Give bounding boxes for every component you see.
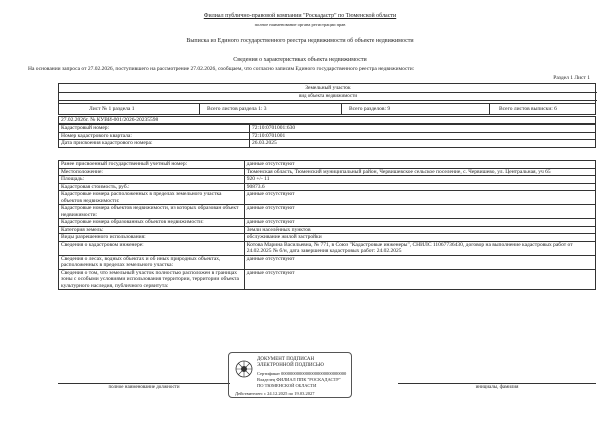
detail-value: данные отсутствуют: [244, 161, 595, 169]
detail-label: Сведения о том, что земельный участок полностью расположен в границах зоны с особыми условиями использования территории, территории объекта культурного наследия, публичного сервитута:: [59, 269, 245, 290]
detail-value: данные отсутствуют: [244, 205, 595, 219]
stamp-certificate: Сертификат 00000000000000000000000000000: [257, 371, 347, 376]
details-table: [58, 160, 596, 290]
detail-row: [59, 168, 596, 176]
cadastral-value: 72:10:0701001: [250, 132, 596, 140]
detail-value: 90873.6: [244, 183, 595, 191]
detail-row: [59, 161, 596, 169]
stamp-title: ДОКУМЕНТ ПОДПИСАН: [257, 357, 315, 362]
detail-row: [59, 183, 596, 191]
detail-value: данные отсутствуют: [244, 269, 595, 290]
detail-label: Категория земель:: [59, 226, 245, 234]
detail-label: Кадастровая стоимость, руб.:: [59, 183, 245, 191]
detail-value: данные отсутствуют: [244, 191, 595, 205]
detail-row: [59, 219, 596, 227]
detail-value: данные отсутствуют: [244, 255, 595, 269]
detail-label: Сведения о лесах, водных объектах и об иных природных объектах, расположенных в пределах земельного участка:: [59, 255, 245, 269]
registration-number: 27.02.2026г. № КУВИ-001/2026-20235598: [58, 116, 596, 124]
detail-row: [59, 269, 596, 290]
detail-label: Сведения о кадастровом инженере:: [59, 241, 245, 255]
detail-row: [59, 191, 596, 205]
detail-label: Площадь:: [59, 176, 245, 184]
detail-row: [59, 234, 596, 242]
registration-block: [58, 116, 596, 148]
cadastral-table: [58, 124, 596, 148]
position-caption: полное наименование должности: [108, 385, 180, 390]
detail-label: Местоположение:: [59, 168, 245, 176]
detail-value: данные отсутствуют: [244, 219, 595, 227]
org-caption: полное наименование органа регистрации прав: [254, 22, 346, 27]
stamp-owner: Владелец ФИЛИАЛ ППК "РОСКАДАСТР": [257, 377, 341, 382]
detail-value: 920 +/- 11: [244, 176, 595, 184]
e-signature-stamp: [228, 352, 352, 398]
cadastral-row: [59, 140, 596, 148]
sheet-info: Раздел 1 Лист 1: [553, 75, 590, 81]
cadastral-label: Дата присвоения кадастрового номера:: [59, 140, 250, 148]
summary-row: [58, 103, 596, 115]
detail-row: [59, 255, 596, 269]
section-title: Сведения о характеристиках объекта недвижимости: [233, 57, 367, 63]
total-sheets-section: Всего листов раздела 1: 3: [207, 106, 267, 112]
detail-row: [59, 226, 596, 234]
object-type-box: [58, 83, 596, 104]
cadastral-row: [59, 132, 596, 140]
stamp-validity: Действителен: с 24.12.2025 по 19.03.2027: [235, 391, 315, 396]
name-caption: инициалы, фамилия: [475, 385, 519, 390]
cadastral-label: Номер кадастрового квартала:: [59, 132, 250, 140]
detail-value: Котова Марина Васильевна, № 771, в Союз "Кадастровые инженеры", СНИЛС 11067736430, договор на выполнение кадастровых работ от 24.02.2025 № б/н, дата завершения кадастровых работ: 24.02.2025: [244, 241, 595, 255]
total-sheets-extract: Всего листов выписки: 6: [499, 106, 557, 112]
detail-row: [59, 241, 596, 255]
detail-row: [59, 176, 596, 184]
seal-emblem-icon: [235, 360, 253, 378]
cadastral-row: [59, 125, 596, 133]
detail-label: Ранее присвоенный государственный учетный номер:: [59, 161, 245, 169]
org-name: Филиал публично-правовой компании "Роскадастр" по Тюменской области: [203, 13, 397, 19]
detail-value: Земли населённых пунктов: [244, 226, 595, 234]
detail-label: Виды разрешенного использования:: [59, 234, 245, 242]
detail-value: обслуживание жилой застройки: [244, 234, 595, 242]
object-type-caption: вид объекта недвижимости: [298, 94, 358, 99]
detail-label: Кадастровые номера расположенных в пределах земельного участка объектов недвижимости:: [59, 191, 245, 205]
total-sections: Всего разделов: 9: [349, 106, 391, 112]
document-title: Выписка из Единого государственного реестра недвижимости об объекте недвижимости: [186, 38, 414, 44]
cadastral-value: 72:10:0701001:630: [250, 125, 596, 133]
cadastral-label: Кадастровый номер:: [59, 125, 250, 133]
stamp-subtitle: ЭЛЕКТРОННОЙ ПОДПИСЬЮ: [257, 363, 324, 368]
cadastral-value: 26.03.2025: [250, 140, 596, 148]
detail-value: Тюменская область, Тюменский муниципальный район, Червишевское сельское поселение, с. Червишево, ул. Центральная, уч 65: [244, 168, 595, 176]
summary-block: [58, 83, 596, 115]
intro-text: На основании запроса от 27.02.2026, поступившего на рассмотрение 27.02.2026, сообщаем, что согласно записям Единого государственного реестра недвижимости:: [28, 66, 415, 72]
detail-label: Кадастровые номера образованных объектов недвижимости:: [59, 219, 245, 227]
detail-label: Кадастровые номера объектов недвижимости, из которых образован объект недвижимости:: [59, 205, 245, 219]
sheet-number: Лист № 1 раздела 1: [89, 106, 135, 112]
detail-row: [59, 205, 596, 219]
stamp-owner-region: ПО ТЮМЕНСКОЙ ОБЛАСТИ: [257, 383, 317, 388]
object-type: Земельный участок: [305, 85, 351, 91]
